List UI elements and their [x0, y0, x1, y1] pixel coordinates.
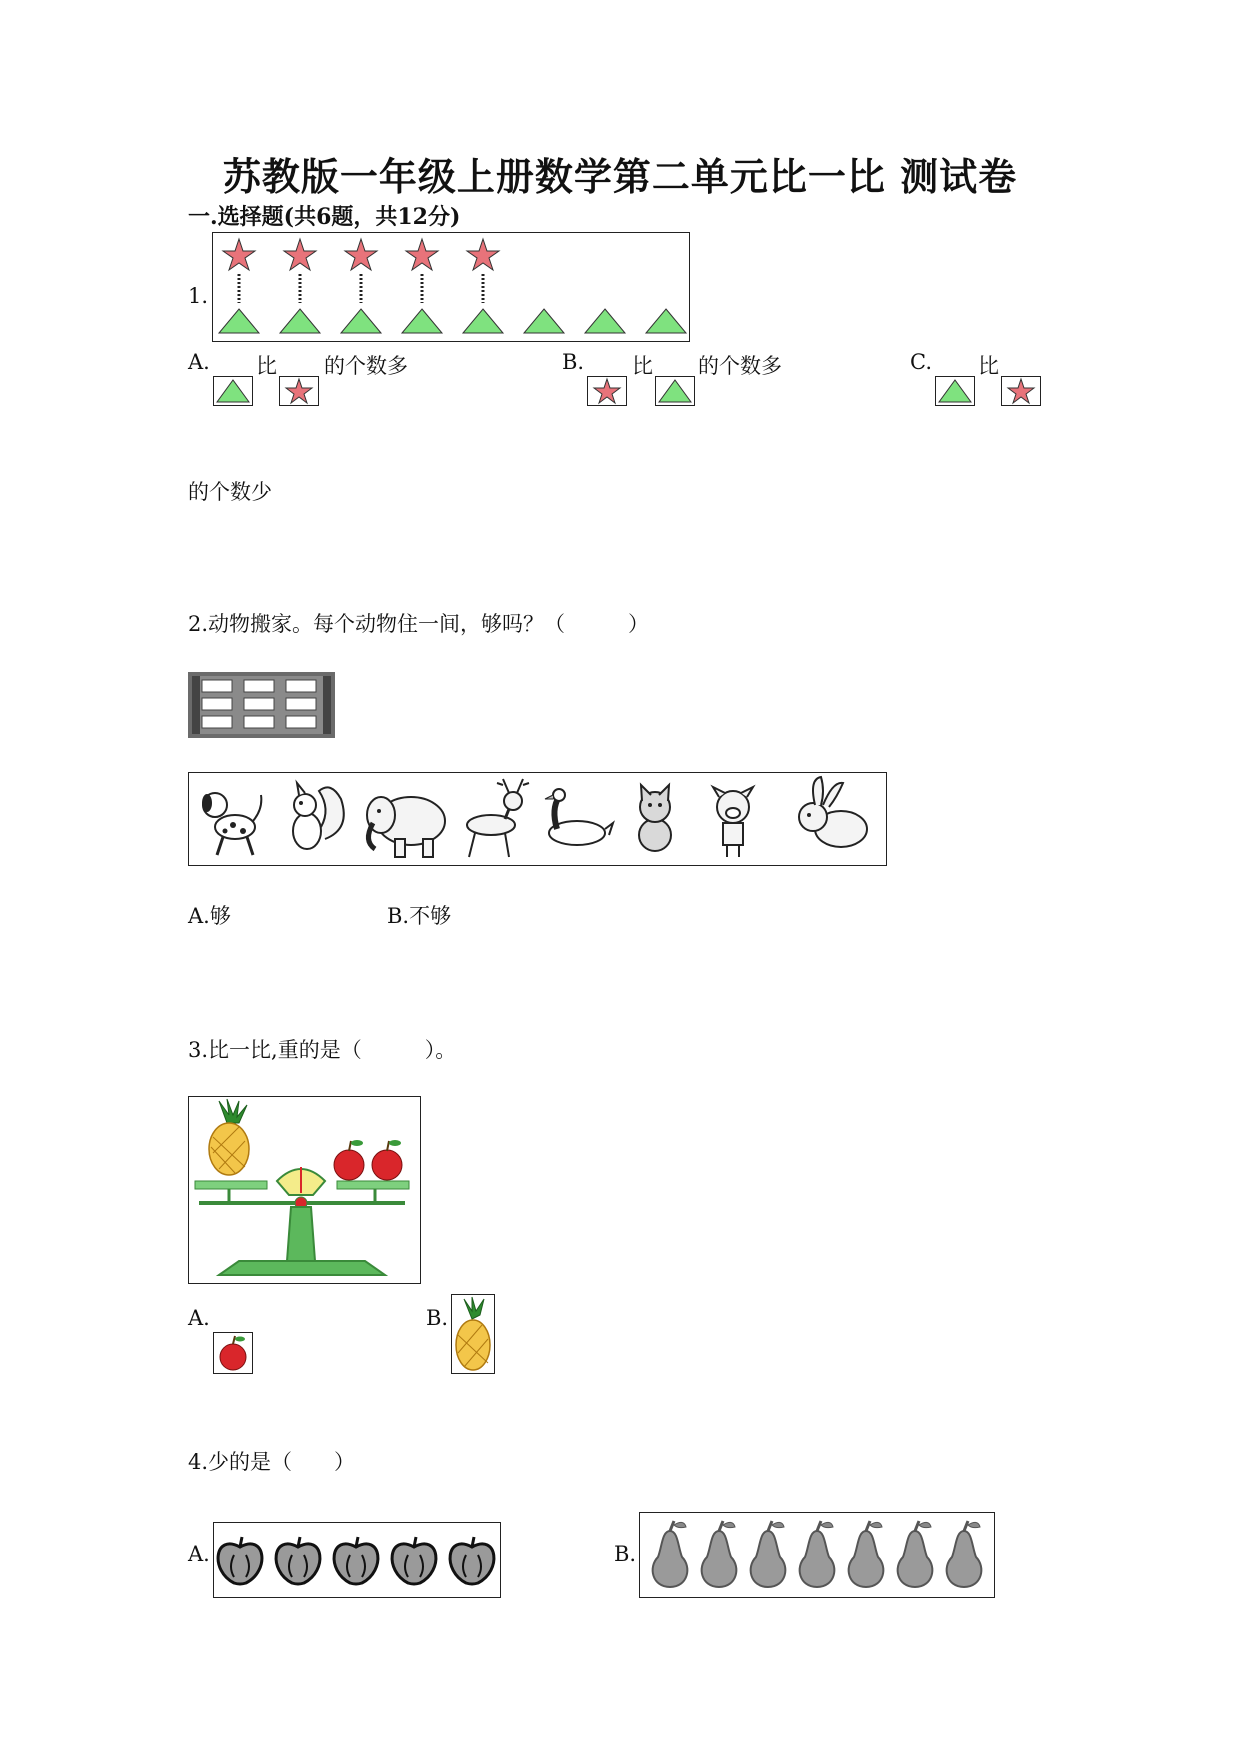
question-1-number: 1. [188, 284, 209, 308]
apple-outline-icon [218, 1537, 262, 1584]
apple-outline-icon [334, 1537, 378, 1584]
q1-option-a-label[interactable]: A. [188, 350, 210, 374]
q1-option-c-first-box [935, 376, 975, 406]
star-icon [594, 379, 620, 403]
star-icon [223, 239, 255, 270]
triangle-icon [219, 309, 259, 333]
q3-option-a-box [213, 1332, 253, 1374]
q1-option-a-second-box [279, 376, 319, 406]
balance-scale-figure [188, 1096, 421, 1284]
q3-option-b-box [451, 1294, 495, 1374]
triangle-icon [659, 380, 691, 402]
apple-outline-icon [392, 1537, 436, 1584]
q1-option-a-word: 比 [256, 354, 277, 378]
q1-option-c-second-box [1001, 376, 1041, 406]
star-icon [467, 239, 499, 270]
triangle-icon [402, 309, 442, 333]
section-heading: 一.选择题(共6题，共12分) [188, 204, 461, 230]
rabbit-icon [799, 777, 867, 847]
triangle-icon [463, 309, 503, 333]
q1-option-a-first-box [213, 376, 253, 406]
q4-option-a-label[interactable]: A. [188, 1542, 210, 1566]
pig-icon [713, 787, 753, 857]
page-title: 苏教版一年级上册数学第二单元比一比 测试卷 [222, 154, 1018, 199]
pear-icon [898, 1521, 933, 1587]
question-3-text: 3.比一比,重的是（ ）。 [188, 1038, 457, 1062]
triangle-icon [939, 380, 971, 402]
question-2-text: 2.动物搬家。每个动物住一间，够吗？（ ） [188, 612, 650, 636]
apple-outline-icon [450, 1537, 494, 1584]
star-icon [406, 239, 438, 270]
q1-figure [212, 232, 690, 342]
q2-option-b[interactable]: B.不够 [387, 904, 452, 928]
goose-icon [545, 789, 613, 845]
q1-option-b-second-box [655, 376, 695, 406]
pear-icon [751, 1521, 786, 1587]
dog-icon [202, 793, 261, 855]
q1-option-c-label[interactable]: C. [910, 350, 932, 374]
q3-option-b-label[interactable]: B. [426, 1306, 449, 1330]
pear-icon [653, 1521, 688, 1587]
star-icon [286, 379, 312, 403]
pineapple-icon [456, 1297, 490, 1370]
elephant-icon [367, 797, 445, 857]
apple-icon [334, 1140, 364, 1180]
building-icon [188, 672, 335, 738]
q4-option-a-box [213, 1522, 501, 1598]
star-icon [345, 239, 377, 270]
q3-option-a-label[interactable]: A. [188, 1306, 210, 1330]
q1-option-b-label[interactable]: B. [562, 350, 585, 374]
apple-icon [220, 1336, 246, 1370]
star-icon [284, 239, 316, 270]
pear-icon [947, 1521, 982, 1587]
q1-option-b-first-box [587, 376, 627, 406]
q2-option-a[interactable]: A.够 [188, 904, 231, 928]
apple-outline-icon [276, 1537, 320, 1584]
pineapple-icon [209, 1099, 249, 1175]
triangle-icon [217, 380, 249, 402]
triangle-icon [646, 309, 686, 333]
apple-icon [372, 1140, 402, 1180]
pear-icon [702, 1521, 737, 1587]
q1-option-b-suffix: 的个数多 [698, 354, 782, 378]
q1-stars-triangles-svg [213, 233, 689, 341]
q1-option-a-suffix: 的个数多 [324, 354, 408, 378]
question-4-text: 4.少的是（ ） [188, 1450, 356, 1474]
q4-option-b-box [639, 1512, 995, 1598]
q4-option-b-label[interactable]: B. [614, 1542, 637, 1566]
triangle-icon [341, 309, 381, 333]
q1-option-c-word: 比 [978, 354, 999, 378]
cat-icon [639, 785, 671, 851]
scale-icon [195, 1167, 409, 1275]
triangle-icon [524, 309, 564, 333]
squirrel-icon [293, 783, 344, 849]
pear-icon [800, 1521, 835, 1587]
dotted-connector [239, 274, 483, 303]
triangle-icon [585, 309, 625, 333]
triangle-icon [280, 309, 320, 333]
deer-icon [467, 779, 529, 857]
star-icon [1008, 379, 1034, 403]
pear-icon [849, 1521, 884, 1587]
animals-figure [188, 772, 887, 866]
q1-option-b-word: 比 [632, 354, 653, 378]
q1-option-c-suffix: 的个数少 [188, 480, 272, 504]
